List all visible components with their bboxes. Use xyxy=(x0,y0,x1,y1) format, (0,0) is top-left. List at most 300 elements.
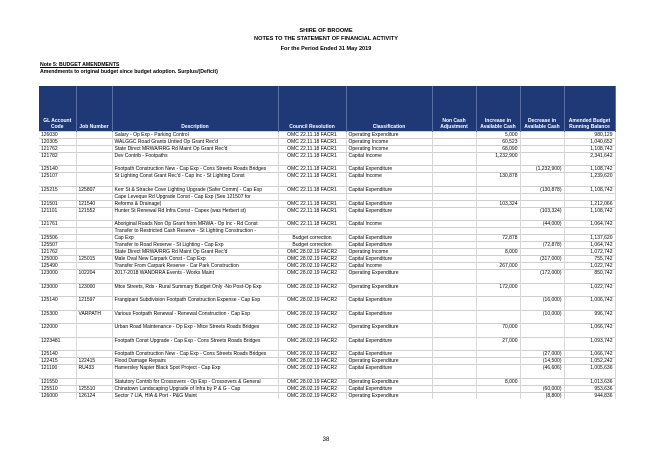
running-balance-cell xyxy=(564,290,615,297)
increase-cash-cell xyxy=(476,317,520,324)
running-balance-cell: 980,129 xyxy=(564,131,615,138)
job-number-cell: 123000 xyxy=(76,283,112,290)
council-resolution-cell: OMC 28.02.19 FACR2 xyxy=(278,263,346,270)
gl-account-cell: 125215 xyxy=(39,186,76,193)
increase-cash-cell: 60,523 xyxy=(476,138,520,145)
gl-account-cell: 122415 xyxy=(39,358,76,365)
council-resolution-cell: OMC 22.11.18 FACR1 xyxy=(278,207,346,214)
spacer-row xyxy=(39,276,615,283)
description-cell: Mtce Streets, Rds - Rural Summary Budget Only -No Post-Op Exp xyxy=(112,283,278,290)
gl-account-cell xyxy=(39,371,76,378)
classification-cell: Capital Expenditure xyxy=(346,235,432,242)
decrease-cash-cell: (46,606) xyxy=(520,365,564,372)
decrease-cash-cell xyxy=(520,276,564,283)
description-cell: Statutory Contrib for Crossovers - Op Exp - Crossovers & General xyxy=(112,378,278,385)
non-cash-adjustment-cell xyxy=(432,179,476,186)
increase-cash-cell xyxy=(476,221,520,228)
council-resolution-cell: Budget correction xyxy=(278,242,346,249)
decrease-cash-cell xyxy=(520,371,564,378)
council-resolution-cell: OMC 22.11.18 FACR1 xyxy=(278,138,346,145)
gl-account-cell xyxy=(39,276,76,283)
gl-account-cell: 123000 xyxy=(39,283,76,290)
increase-cash-cell xyxy=(476,371,520,378)
non-cash-adjustment-cell xyxy=(432,159,476,166)
non-cash-adjustment-cell xyxy=(432,303,476,310)
description-cell: Urban Road Maintenance - Op Exp - Mtce Streets Roads Bridges xyxy=(112,324,278,331)
description-cell: Frangipani Subdivision Footpath Construction Expense - Cap Exp xyxy=(112,297,278,304)
gl-account-cell xyxy=(39,290,76,297)
decrease-cash-cell xyxy=(520,290,564,297)
council-resolution-cell xyxy=(278,330,346,337)
column-header-amended-budget-balance: Amended Budget Running Balance xyxy=(564,86,615,131)
classification-cell xyxy=(346,317,432,324)
classification-cell xyxy=(346,344,432,351)
running-balance-cell: 1,108,742 xyxy=(564,166,615,173)
decrease-cash-cell xyxy=(520,263,564,270)
spacer-row xyxy=(39,330,615,337)
non-cash-adjustment-cell xyxy=(432,214,476,221)
increase-cash-cell xyxy=(476,303,520,310)
increase-cash-cell: 1,232,900 xyxy=(476,152,520,159)
page-number: 38 xyxy=(322,437,330,443)
classification-cell: Operating Income xyxy=(346,249,432,256)
description-cell: Transfer to Restricted Cash Reserve - St Lighting Construction - xyxy=(112,228,278,235)
running-balance-cell: 1,052,242 xyxy=(564,358,615,365)
gl-account-cell: 121100 xyxy=(39,365,76,372)
note-subtitle: Amendments to original budget since budget adoption. Surplus/(Deficit) xyxy=(40,69,218,75)
spacer-row xyxy=(39,290,615,297)
description-cell: Transfer to Road Reserve - St Lighting - Cap Exp xyxy=(112,242,278,249)
running-balance-cell xyxy=(564,303,615,310)
classification-cell: Capital Expenditure xyxy=(346,351,432,358)
non-cash-adjustment-cell xyxy=(432,344,476,351)
running-balance-cell xyxy=(564,330,615,337)
non-cash-adjustment-cell xyxy=(432,131,476,138)
decrease-cash-cell xyxy=(520,193,564,200)
job-number-cell: 122415 xyxy=(76,358,112,365)
job-number-cell xyxy=(76,145,112,152)
table-row xyxy=(39,186,615,193)
classification-cell: Capital Expenditure xyxy=(346,256,432,263)
non-cash-adjustment-cell xyxy=(432,276,476,283)
job-number-cell xyxy=(76,228,112,235)
decrease-cash-cell: (103,324) xyxy=(520,207,564,214)
classification-cell: Capital Expenditure xyxy=(346,337,432,344)
classification-cell: Operating Expenditure xyxy=(346,378,432,385)
council-resolution-cell: OMC 28.02.19 FACR2 xyxy=(278,283,346,290)
table-row xyxy=(39,392,615,399)
job-number-cell: 125510 xyxy=(76,385,112,392)
classification-cell: Operating Expenditure xyxy=(346,392,432,399)
gl-account-cell: 121101 xyxy=(39,207,76,214)
running-balance-cell: 1,108,742 xyxy=(564,207,615,214)
council-resolution-cell: OMC 28.02.19 FACR2 xyxy=(278,249,346,256)
running-balance-cell xyxy=(564,344,615,351)
running-balance-cell: 850,742 xyxy=(564,270,615,277)
job-number-cell xyxy=(76,166,112,173)
running-balance-cell: 1,022,742 xyxy=(564,283,615,290)
running-balance-cell: 1,005,636 xyxy=(564,365,615,372)
gl-account-cell: 121761 xyxy=(39,221,76,228)
job-number-cell: 102204 xyxy=(76,270,112,277)
council-resolution-cell: OMC 28.02.19 FACR2 xyxy=(278,358,346,365)
classification-cell: Operating Income xyxy=(346,138,432,145)
decrease-cash-cell xyxy=(520,138,564,145)
description-cell: Male Oval New Carpark Const - Cap Exp xyxy=(112,256,278,263)
gl-account-cell xyxy=(39,159,76,166)
running-balance-cell: 1,072,742 xyxy=(564,249,615,256)
running-balance-cell: 2,341,642 xyxy=(564,152,615,159)
increase-cash-cell xyxy=(476,276,520,283)
non-cash-adjustment-cell xyxy=(432,138,476,145)
classification-cell: Capital Expenditure xyxy=(346,207,432,214)
job-number-cell xyxy=(76,290,112,297)
spacer-row xyxy=(39,371,615,378)
report-subtitle: NOTES TO THE STATEMENT OF FINANCIAL ACTIVITY xyxy=(254,36,398,42)
decrease-cash-cell: (72,878) xyxy=(520,242,564,249)
increase-cash-cell xyxy=(476,159,520,166)
table-header-row xyxy=(39,86,615,131)
description-cell: Kerr St & Stracke Cove Lighting Upgrade (Safer Comm) - Cap Exp xyxy=(112,186,278,193)
increase-cash-cell xyxy=(476,166,520,173)
increase-cash-cell: 172,000 xyxy=(476,283,520,290)
running-balance-cell xyxy=(564,276,615,283)
council-resolution-cell: OMC 28.02.19 FACR2 xyxy=(278,256,346,263)
report-title: SHIRE OF BROOME xyxy=(299,28,353,34)
table-row xyxy=(39,138,615,145)
running-balance-cell: 1,066,742 xyxy=(564,351,615,358)
table-row xyxy=(39,131,615,138)
classification-cell: Operating Expenditure xyxy=(346,283,432,290)
description-cell: 2017-2018 WANDRRA Events - Works Maint xyxy=(112,270,278,277)
job-number-cell xyxy=(76,276,112,283)
running-balance-cell: 953,636 xyxy=(564,385,615,392)
gl-account-cell xyxy=(39,193,76,200)
classification-cell xyxy=(346,179,432,186)
classification-cell xyxy=(346,276,432,283)
non-cash-adjustment-cell xyxy=(432,166,476,173)
job-number-cell: 125807 xyxy=(76,186,112,193)
council-resolution-cell: OMC 28.02.19 FACR2 xyxy=(278,351,346,358)
job-number-cell xyxy=(76,179,112,186)
description-cell: Aboriginal Roads Non Op Grant from MRWA - Op Inc - Rd Const xyxy=(112,221,278,228)
gl-account-cell: 125300 xyxy=(39,310,76,317)
description-cell: Salary - Op Exp - Parking Control xyxy=(112,131,278,138)
description-cell: Footpath Const Upgrade - Cap Exp - Cons Streets Roads Bridges xyxy=(112,337,278,344)
spacer-row xyxy=(39,214,615,221)
decrease-cash-cell xyxy=(520,145,564,152)
gl-account-cell: 125140 xyxy=(39,297,76,304)
increase-cash-cell: 103,324 xyxy=(476,200,520,207)
non-cash-adjustment-cell xyxy=(432,221,476,228)
decrease-cash-cell xyxy=(520,159,564,166)
classification-cell: Operating Expenditure xyxy=(346,131,432,138)
running-balance-cell: 1,066,742 xyxy=(564,324,615,331)
description-cell xyxy=(112,214,278,221)
council-resolution-cell: OMC 28.02.19 FACR2 xyxy=(278,365,346,372)
non-cash-adjustment-cell xyxy=(432,290,476,297)
non-cash-adjustment-cell xyxy=(432,249,476,256)
column-header-decrease-available-cash: Decrease in Available Cash xyxy=(520,86,564,131)
council-resolution-cell xyxy=(278,290,346,297)
non-cash-adjustment-cell xyxy=(432,378,476,385)
non-cash-adjustment-cell xyxy=(432,235,476,242)
running-balance-cell: 1,212,066 xyxy=(564,200,615,207)
non-cash-adjustment-cell xyxy=(432,193,476,200)
report-period: For the Period Ended 31 May 2019 xyxy=(280,46,372,52)
increase-cash-cell xyxy=(476,358,520,365)
non-cash-adjustment-cell xyxy=(432,145,476,152)
non-cash-adjustment-cell xyxy=(432,256,476,263)
gl-account-cell: 121550 xyxy=(39,378,76,385)
spacer-row xyxy=(39,344,615,351)
classification-cell: Capital Expenditure xyxy=(346,200,432,207)
gl-account-cell: 125107 xyxy=(39,173,76,180)
note-title: Note 5: BUDGET AMENDMENTS xyxy=(40,62,120,68)
job-number-cell: 121597 xyxy=(76,297,112,304)
running-balance-cell: 755,742 xyxy=(564,256,615,263)
increase-cash-cell: 70,000 xyxy=(476,324,520,331)
increase-cash-cell: 130,878 xyxy=(476,173,520,180)
running-balance-cell: 1,064,742 xyxy=(564,242,615,249)
decrease-cash-cell: (172,000) xyxy=(520,270,564,277)
job-number-cell xyxy=(76,214,112,221)
job-number-cell xyxy=(76,249,112,256)
classification-cell: Operating Expenditure xyxy=(346,324,432,331)
classification-cell xyxy=(346,193,432,200)
description-cell xyxy=(112,159,278,166)
job-number-cell: 126124 xyxy=(76,392,112,399)
table-row xyxy=(39,249,615,256)
running-balance-cell xyxy=(564,214,615,221)
council-resolution-cell xyxy=(278,159,346,166)
decrease-cash-cell xyxy=(520,249,564,256)
decrease-cash-cell: (130,878) xyxy=(520,186,564,193)
job-number-cell xyxy=(76,242,112,249)
council-resolution-cell: OMC 28.02.19 FACR2 xyxy=(278,337,346,344)
non-cash-adjustment-cell xyxy=(432,351,476,358)
increase-cash-cell: 68,090 xyxy=(476,145,520,152)
classification-cell: Operating Income xyxy=(346,145,432,152)
increase-cash-cell xyxy=(476,392,520,399)
increase-cash-cell xyxy=(476,228,520,235)
table-row xyxy=(39,221,615,228)
council-resolution-cell: OMC 22.11.18 FACR1 xyxy=(278,186,346,193)
table-row xyxy=(39,378,615,385)
increase-cash-cell xyxy=(476,193,520,200)
description-cell: Chinatown Landscaping Upgrade of Infra by P & G - Cap xyxy=(112,385,278,392)
council-resolution-cell xyxy=(278,179,346,186)
decrease-cash-cell: (27,000) xyxy=(520,351,564,358)
job-number-cell xyxy=(76,317,112,324)
table-row xyxy=(39,193,615,200)
gl-account-cell: 125490 xyxy=(39,263,76,270)
decrease-cash-cell: (8,800) xyxy=(520,392,564,399)
running-balance-cell: 944,836 xyxy=(564,392,615,399)
column-header-increase-available-cash: Increase in Available Cash xyxy=(476,86,520,131)
classification-cell: Operating Expenditure xyxy=(346,358,432,365)
decrease-cash-cell xyxy=(520,344,564,351)
classification-cell xyxy=(346,214,432,221)
council-resolution-cell: OMC 28.02.19 FACR2 xyxy=(278,270,346,277)
description-cell xyxy=(112,371,278,378)
classification-cell: Capital Expenditure xyxy=(346,365,432,372)
description-cell xyxy=(112,276,278,283)
decrease-cash-cell: (1,232,900) xyxy=(520,166,564,173)
classification-cell: Capital Income xyxy=(346,221,432,228)
decrease-cash-cell xyxy=(520,303,564,310)
council-resolution-cell xyxy=(278,344,346,351)
classification-cell: Capital Expenditure xyxy=(346,310,432,317)
column-header-description: Description xyxy=(112,86,278,131)
description-cell xyxy=(112,344,278,351)
running-balance-cell xyxy=(564,228,615,235)
classification-cell: Capital Expenditure xyxy=(346,242,432,249)
running-balance-cell: 1,064,742 xyxy=(564,221,615,228)
gl-account-cell: 123000 xyxy=(39,270,76,277)
increase-cash-cell xyxy=(476,242,520,249)
job-number-cell xyxy=(76,263,112,270)
decrease-cash-cell xyxy=(520,200,564,207)
decrease-cash-cell: (16,000) xyxy=(520,297,564,304)
running-balance-cell: 1,093,742 xyxy=(564,337,615,344)
increase-cash-cell: 5,000 xyxy=(476,131,520,138)
description-cell: State Direct MRWA/RRG Rd Maint Op Grant Rec'd xyxy=(112,249,278,256)
running-balance-cell: 996,742 xyxy=(564,310,615,317)
running-balance-cell: 1,040,652 xyxy=(564,138,615,145)
column-header-council-resolution: Council Resolution xyxy=(278,86,346,131)
budget-amendments-table xyxy=(39,86,616,399)
classification-cell: Capital Income xyxy=(346,152,432,159)
running-balance-cell: 1,137,620 xyxy=(564,235,615,242)
spacer-row xyxy=(39,317,615,324)
table-row xyxy=(39,358,615,365)
classification-cell: Capital Income xyxy=(346,173,432,180)
spacer-row xyxy=(39,159,615,166)
non-cash-adjustment-cell xyxy=(432,371,476,378)
gl-account-cell xyxy=(39,228,76,235)
council-resolution-cell: Budget correction xyxy=(278,235,346,242)
gl-account-cell: 125140 xyxy=(39,166,76,173)
description-cell xyxy=(112,317,278,324)
table-row xyxy=(39,200,615,207)
non-cash-adjustment-cell xyxy=(432,392,476,399)
table-row xyxy=(39,228,615,235)
non-cash-adjustment-cell xyxy=(432,385,476,392)
decrease-cash-cell: (14,500) xyxy=(520,358,564,365)
description-cell: Dev Contrib - Footpaths xyxy=(112,152,278,159)
council-resolution-cell: OMC 28.02.19 FACR2 xyxy=(278,324,346,331)
council-resolution-cell: OMC 22.11.18 FACR1 xyxy=(278,131,346,138)
job-number-cell xyxy=(76,159,112,166)
job-number-cell xyxy=(76,344,112,351)
description-cell: Transfer From Carpark Reserve - Car Park Construction xyxy=(112,263,278,270)
decrease-cash-cell xyxy=(520,131,564,138)
description-cell xyxy=(112,179,278,186)
council-resolution-cell: OMC 28.02.19 FACR2 xyxy=(278,385,346,392)
description-cell: Various Footpath Renewal - Renewal Construction - Cap Exp xyxy=(112,310,278,317)
description-cell: Hunter St Renewal Rd Infra Const - Capex (was Herbert st) xyxy=(112,207,278,214)
gl-account-cell: 1223481 xyxy=(39,337,76,344)
job-number-cell xyxy=(76,303,112,310)
job-number-cell xyxy=(76,193,112,200)
increase-cash-cell: 27,000 xyxy=(476,337,520,344)
description-cell: Footpath Construction New - Cap Exp - Cons Streets Roads Bridges xyxy=(112,351,278,358)
running-balance-cell xyxy=(564,159,615,166)
increase-cash-cell xyxy=(476,290,520,297)
gl-account-cell: 125000 xyxy=(39,256,76,263)
increase-cash-cell xyxy=(476,385,520,392)
gl-account-cell: 121782 xyxy=(39,152,76,159)
increase-cash-cell xyxy=(476,351,520,358)
job-number-cell xyxy=(76,378,112,385)
job-number-cell xyxy=(76,351,112,358)
description-cell: Cape Leveque Rd Upgrade Const - Cap Exp (See 121507 for xyxy=(112,193,278,200)
increase-cash-cell: 8,000 xyxy=(476,249,520,256)
job-number-cell xyxy=(76,131,112,138)
table-row xyxy=(39,385,615,392)
classification-cell xyxy=(346,330,432,337)
classification-cell: Operating Expenditure xyxy=(346,270,432,277)
decrease-cash-cell xyxy=(520,179,564,186)
description-cell: St Lighting Const Grant Rec'd - Cap Inc - St Lighting Const xyxy=(112,173,278,180)
classification-cell: Capital Income xyxy=(346,263,432,270)
table-row xyxy=(39,256,615,263)
table-row xyxy=(39,145,615,152)
decrease-cash-cell: (317,000) xyxy=(520,256,564,263)
spacer-row xyxy=(39,303,615,310)
council-resolution-cell xyxy=(278,214,346,221)
running-balance-cell: 1,108,742 xyxy=(564,186,615,193)
council-resolution-cell: OMC 28.02.19 FACR2 xyxy=(278,310,346,317)
running-balance-cell xyxy=(564,317,615,324)
council-resolution-cell: OMC 28.02.19 FACR2 xyxy=(278,378,346,385)
job-number-cell xyxy=(76,138,112,145)
non-cash-adjustment-cell xyxy=(432,317,476,324)
running-balance-cell xyxy=(564,371,615,378)
running-balance-cell: 1,013,636 xyxy=(564,378,615,385)
job-number-cell: 125015 xyxy=(76,256,112,263)
council-resolution-cell xyxy=(278,317,346,324)
gl-account-cell: 121501 xyxy=(39,200,76,207)
increase-cash-cell: 267,000 xyxy=(476,263,520,270)
job-number-cell: 121552 xyxy=(76,207,112,214)
gl-account-cell: 121762 xyxy=(39,249,76,256)
decrease-cash-cell xyxy=(520,235,564,242)
non-cash-adjustment-cell xyxy=(432,186,476,193)
increase-cash-cell xyxy=(476,344,520,351)
classification-cell xyxy=(346,371,432,378)
table-row xyxy=(39,242,615,249)
council-resolution-cell: OMC 22.11.18 FACR1 xyxy=(278,200,346,207)
job-number-cell xyxy=(76,235,112,242)
council-resolution-cell xyxy=(278,303,346,310)
job-number-cell: 121540 xyxy=(76,200,112,207)
classification-cell: Capital Expenditure xyxy=(346,186,432,193)
job-number-cell xyxy=(76,330,112,337)
gl-account-cell: 121762 xyxy=(39,145,76,152)
gl-account-cell: 125510 xyxy=(39,385,76,392)
column-header-job-number: Job Number xyxy=(76,86,112,131)
decrease-cash-cell: (60,000) xyxy=(520,385,564,392)
classification-cell xyxy=(346,159,432,166)
council-resolution-cell: OMC 28.02.19 FACR2 xyxy=(278,297,346,304)
council-resolution-cell: OMC 22.11.18 FACR1 xyxy=(278,145,346,152)
decrease-cash-cell xyxy=(520,214,564,221)
column-header-gl-account-code: GL Account Code xyxy=(39,86,76,131)
job-number-cell: VARPATH xyxy=(76,310,112,317)
council-resolution-cell xyxy=(278,193,346,200)
